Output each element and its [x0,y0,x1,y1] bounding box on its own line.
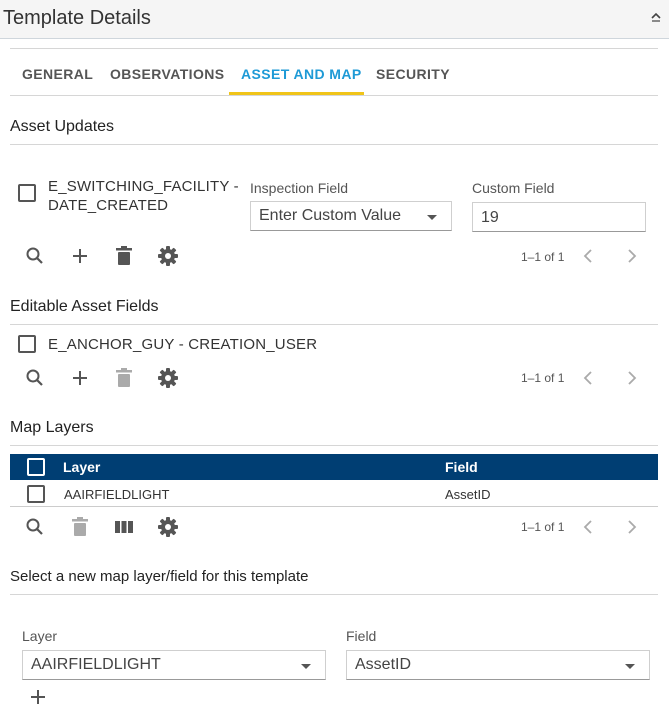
trash-icon[interactable] [112,366,136,390]
columns-icon[interactable] [112,515,136,539]
chevron-left-icon[interactable] [576,366,600,390]
asset-update-label-line1: E_SWITCHING_FACILITY - [48,178,239,195]
map-layers-title: Map Layers [10,419,94,436]
tab-security[interactable]: SECURITY [376,66,450,82]
layer-select[interactable] [22,650,326,680]
field-label: Field [346,628,377,644]
inspection-field-value: Enter Custom Value [259,207,401,224]
tab-observations[interactable]: OBSERVATIONS [110,66,225,82]
column-header-field[interactable]: Field [445,459,478,475]
plus-icon[interactable] [68,244,92,268]
inspection-field-select[interactable] [250,201,452,231]
asset-updates-title: Asset Updates [10,118,115,135]
field-select-value: AssetID [355,656,412,673]
chevron-left-icon[interactable] [576,244,600,268]
pagination-info: 1–1 of 1 [521,371,565,385]
search-icon[interactable] [23,366,47,390]
divider [10,324,658,325]
table-row[interactable] [10,480,658,507]
custom-field-value: 19 [481,209,499,226]
chevron-down-icon [301,664,311,669]
plus-icon[interactable] [26,685,50,709]
plus-icon[interactable] [68,366,92,390]
chevron-down-icon [427,215,437,220]
chevron-right-icon[interactable] [620,515,644,539]
divider [10,594,658,595]
trash-icon[interactable] [68,515,92,539]
custom-field-input[interactable] [472,202,646,232]
divider [10,48,658,49]
inspection-field-label: Inspection Field [250,180,349,196]
chevron-right-icon[interactable] [620,244,644,268]
gear-icon[interactable] [156,244,180,268]
new-layer-title: Select a new map layer/field for this template [10,568,309,585]
editable-asset-fields-title: Editable Asset Fields [10,298,159,315]
custom-field-label: Custom Field [472,180,555,196]
search-icon[interactable] [23,515,47,539]
pagination-info: 1–1 of 1 [521,250,565,264]
column-header-layer[interactable]: Layer [63,459,101,475]
table-header [10,454,658,480]
chevron-up-icon[interactable] [649,10,663,24]
field-select[interactable] [346,650,650,680]
editable-field-checkbox[interactable] [18,335,36,353]
tabs-divider [10,95,658,96]
chevron-left-icon[interactable] [576,515,600,539]
asset-update-label-line2: DATE_CREATED [48,197,169,214]
chevron-right-icon[interactable] [620,366,644,390]
gear-icon[interactable] [156,515,180,539]
layer-label: Layer [22,628,58,644]
search-icon[interactable] [23,244,47,268]
divider [10,144,658,145]
row-checkbox[interactable] [27,485,45,503]
row-field: AssetID [445,487,491,502]
row-layer: AAIRFIELDLIGHT [64,487,170,502]
tab-asset-and-map[interactable]: ASSET AND MAP [241,66,362,82]
trash-icon[interactable] [112,244,136,268]
asset-update-checkbox[interactable] [18,184,36,202]
editable-field-label: E_ANCHOR_GUY - CREATION_USER [48,336,318,353]
layer-select-value: AAIRFIELDLIGHT [31,656,161,673]
pagination-info: 1–1 of 1 [521,520,565,534]
page-title: Template Details [3,7,151,29]
chevron-down-icon [625,664,635,669]
select-all-checkbox[interactable] [27,458,45,476]
tab-general[interactable]: GENERAL [22,66,94,82]
gear-icon[interactable] [156,366,180,390]
divider [10,445,658,446]
